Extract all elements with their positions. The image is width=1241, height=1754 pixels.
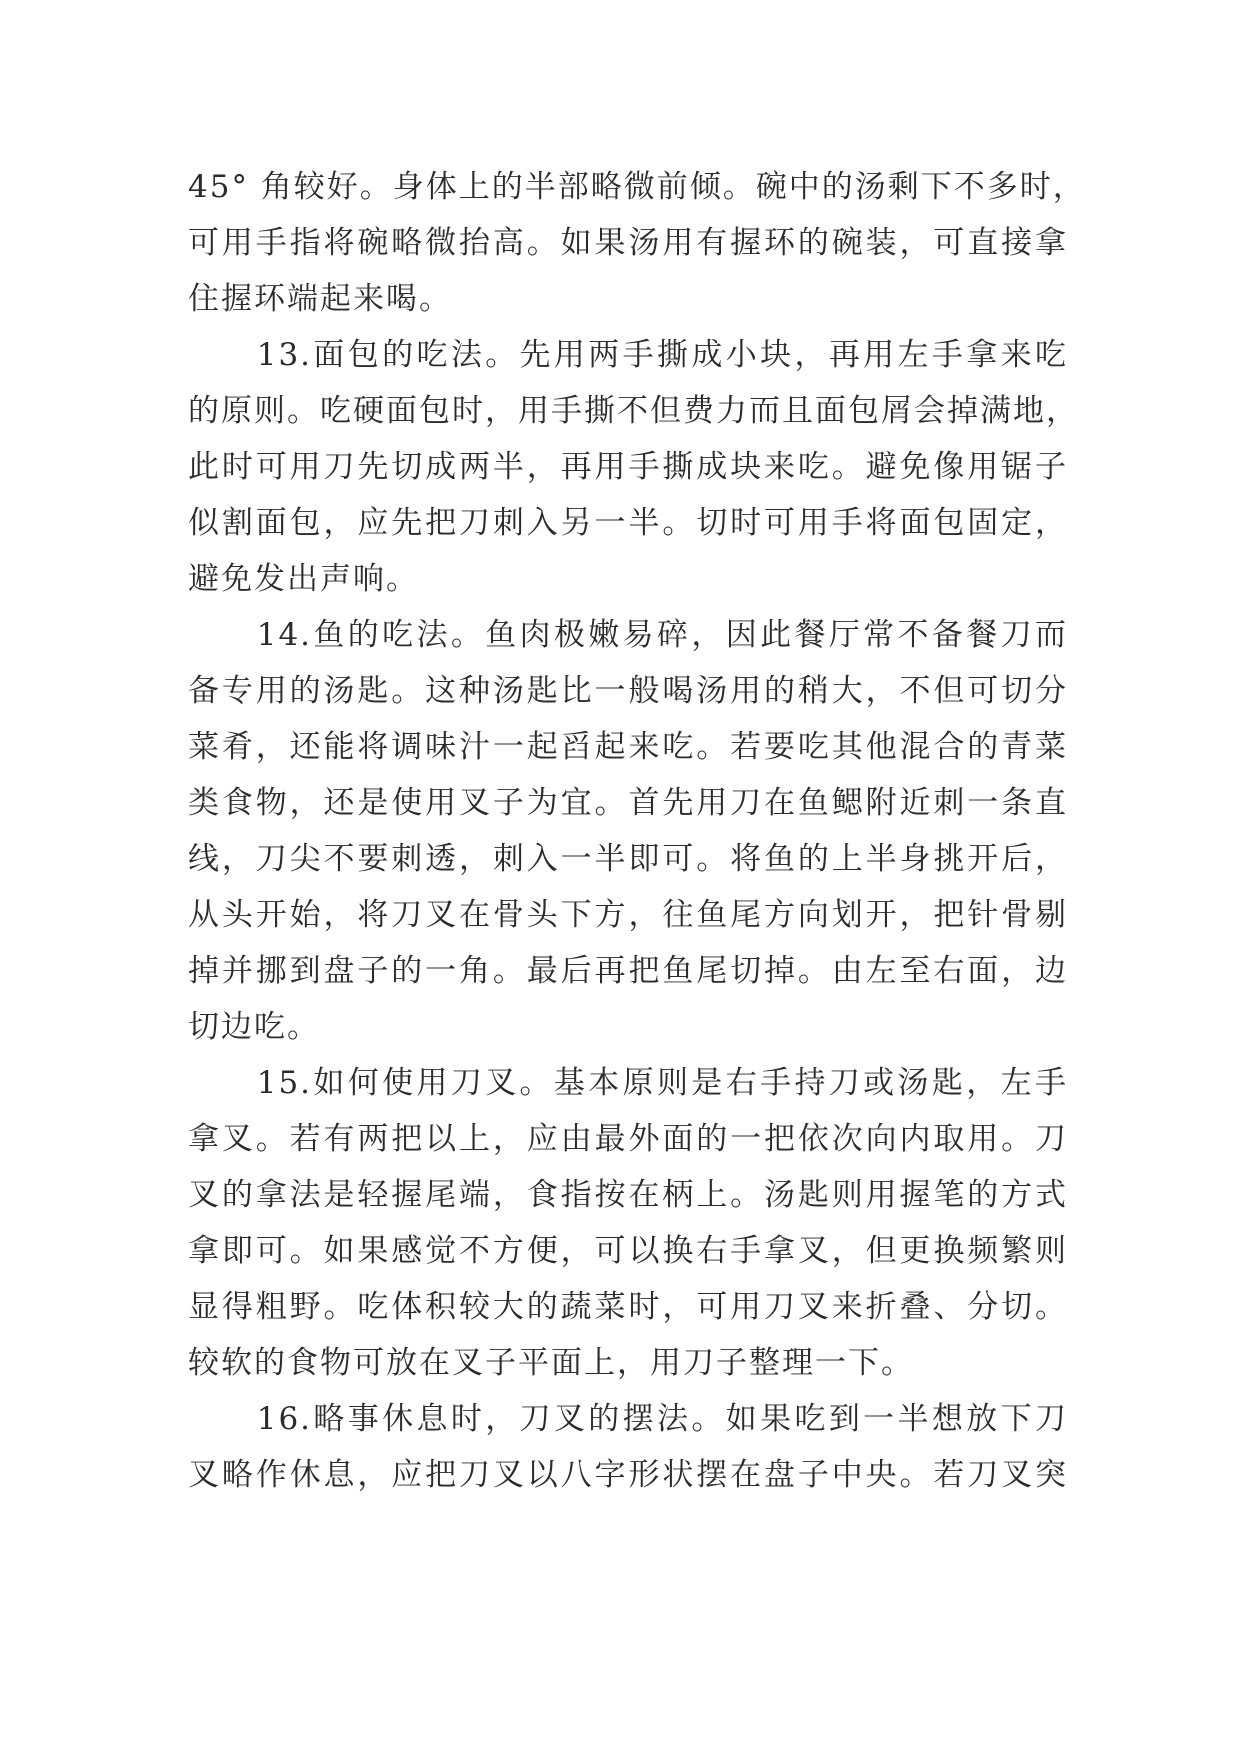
- text-line: 掉并挪到盘子的一角。最后再把鱼尾切掉。由左至右面，边: [188, 953, 1068, 989]
- text-line: 类食物，还是使用叉子为宜。首先用刀在鱼鳃附近刺一条直: [188, 785, 1068, 821]
- text-line: 叉的拿法是轻握尾端，食指按在柄上。汤匙则用握笔的方式: [188, 1177, 1068, 1213]
- text-line: 菜肴，还能将调味汁一起舀起来吃。若要吃其他混合的青菜: [188, 729, 1068, 765]
- text-line: 的原则。吃硬面包时，用手撕不但费力而且面包屑会掉满地，: [188, 393, 1079, 429]
- text-line: 叉略作休息，应把刀叉以八字形状摆在盘子中央。若刀叉突: [188, 1457, 1068, 1493]
- text-line: 可用手指将碗略微抬高。如果汤用有握环的碗装，可直接拿: [188, 225, 1068, 261]
- text-line: 较软的食物可放在叉子平面上，用刀子整理一下。: [188, 1345, 914, 1381]
- text-line: 似割面包，应先把刀刺入另一半。切时可用手将面包固定，: [188, 505, 1068, 541]
- paragraph-15-knife-fork: [188, 1055, 1068, 1391]
- text-line: 拿叉。若有两把以上，应由最外面的一把依次向内取用。刀: [188, 1121, 1068, 1157]
- text-line: 从头开始，将刀叉在骨头下方，往鱼尾方向划开，把针骨剔: [188, 897, 1068, 933]
- paragraph-soup-continued: [188, 159, 1086, 327]
- document-body: [188, 159, 1086, 1503]
- text-line: 此时可用刀先切成两半，再用手撕成块来吃。避免像用锯子: [188, 449, 1068, 485]
- text-line: 避免发出声响。: [188, 561, 419, 597]
- text-line: 备专用的汤匙。这种汤匙比一般喝汤用的稍大，不但可切分: [188, 673, 1068, 709]
- text-line: 住握环端起来喝。: [188, 281, 452, 317]
- text-line: 15.如何使用刀叉。基本原则是右手持刀或汤匙，左手: [188, 1065, 1068, 1101]
- text-line: 16.略事休息时，刀叉的摆法。如果吃到一半想放下刀: [188, 1401, 1068, 1437]
- text-line: 线，刀尖不要刺透，刺入一半即可。将鱼的上半身挑开后，: [188, 841, 1068, 877]
- paragraph-14-fish: [188, 607, 1068, 1055]
- paragraph-16-resting: [188, 1391, 1068, 1503]
- text-line: 切边吃。: [188, 1009, 320, 1045]
- text-line: 13.面包的吃法。先用两手撕成小块，再用左手拿来吃: [188, 337, 1068, 373]
- text-line: 拿即可。如果感觉不方便，可以换右手拿叉，但更换频繁则: [188, 1233, 1068, 1269]
- text-line: 45° 角较好。身体上的半部略微前倾。碗中的汤剩下不多时，: [188, 169, 1086, 205]
- paragraph-13-bread: [188, 327, 1079, 607]
- text-line: 显得粗野。吃体积较大的蔬菜时，可用刀叉来折叠、分切。: [188, 1289, 1068, 1325]
- text-line: 14.鱼的吃法。鱼肉极嫩易碎，因此餐厅常不备餐刀而: [188, 617, 1068, 653]
